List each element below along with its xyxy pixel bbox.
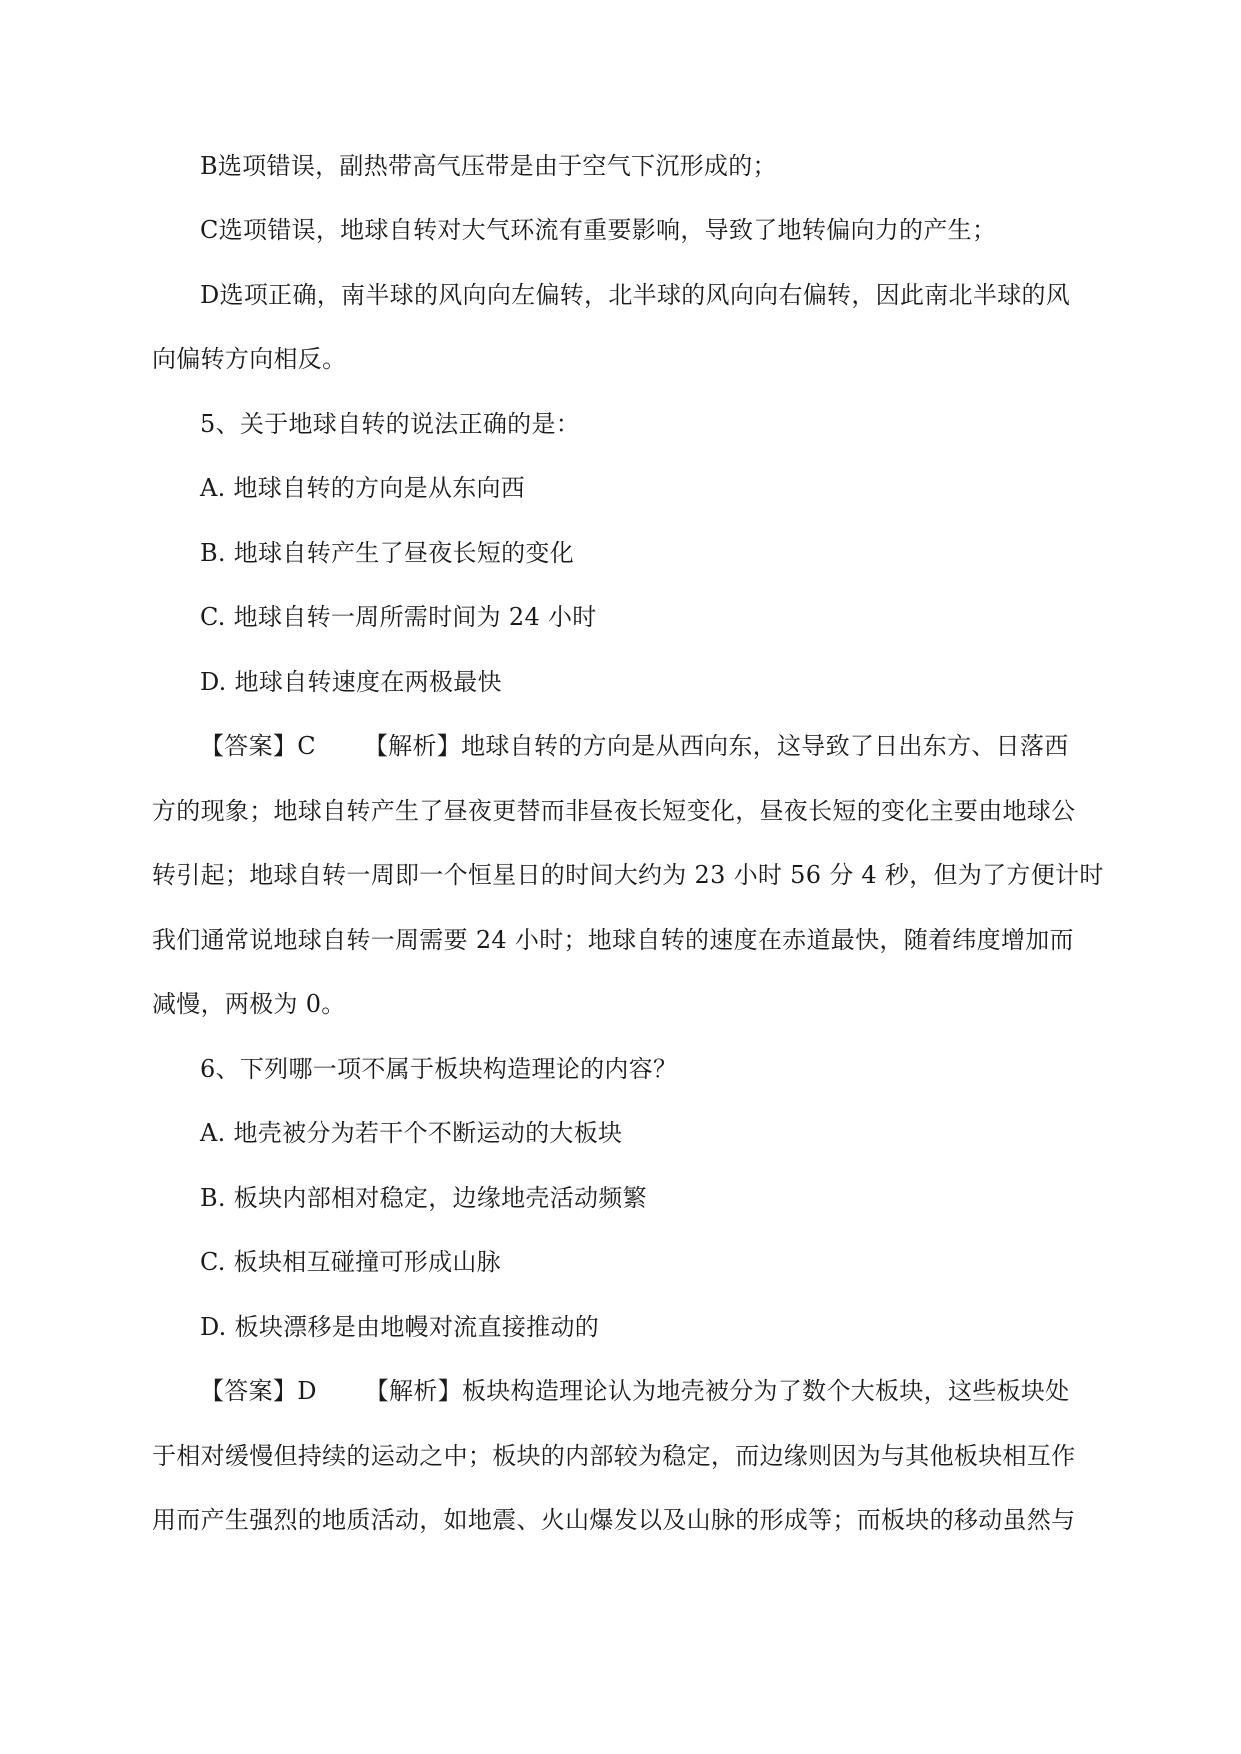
explanation-line: 向偏转方向相反。 bbox=[152, 345, 347, 373]
explanation-line: B选项错误，副热带高气压带是由于空气下沉形成的； bbox=[200, 152, 777, 180]
question-6-option-a: A. 地壳被分为若干个不断运动的大板块 bbox=[200, 1119, 623, 1147]
question-6-stem: 6、下列哪一项不属于板块构造理论的内容？ bbox=[200, 1055, 678, 1083]
question-5-option-d: D. 地球自转速度在两极最快 bbox=[200, 668, 502, 696]
question-5-analysis-line: 减慢，两极为 0。 bbox=[152, 990, 346, 1018]
question-6-option-d: D. 板块漂移是由地幔对流直接推动的 bbox=[200, 1313, 600, 1341]
question-6-analysis-line: 用而产生强烈的地质活动，如地震、火山爆发以及山脉的形成等；而板块的移动虽然与 bbox=[152, 1506, 1076, 1534]
question-5-answer-line bbox=[200, 730, 1092, 762]
question-6-option-b: B. 板块内部相对稳定，边缘地壳活动频繁 bbox=[200, 1184, 647, 1212]
question-5-answer: 【答案】C bbox=[200, 732, 316, 760]
question-6-answer-line bbox=[200, 1375, 1092, 1407]
question-6-analysis-line: 于相对缓慢但持续的运动之中；板块的内部较为稳定，而边缘则因为与其他板块相互作 bbox=[152, 1442, 1076, 1470]
question-6-analysis-start: 【解析】板块构造理论认为地壳被分为了数个大板块，这些板块处 bbox=[364, 1377, 1070, 1405]
question-5-analysis-line: 我们通常说地球自转一周需要 24 小时；地球自转的速度在赤道最快，随着纬度增加而 bbox=[152, 926, 1074, 954]
question-5-option-a: A. 地球自转的方向是从东向西 bbox=[200, 474, 526, 502]
explanation-line: D选项正确，南半球的风向向左偏转，北半球的风向向右偏转，因此南北半球的风 bbox=[200, 281, 1071, 309]
question-5-analysis-line: 方的现象；地球自转产生了昼夜更替而非昼夜长短变化，昼夜长短的变化主要由地球公 bbox=[152, 797, 1076, 825]
question-5-stem: 5、关于地球自转的说法正确的是： bbox=[200, 410, 581, 438]
question-5-analysis-line: 转引起；地球自转一周即一个恒星日的时间大约为 23 小时 56 分 4 秒，但为了方便计时 bbox=[152, 861, 1104, 889]
question-5-option-b: B. 地球自转产生了昼夜长短的变化 bbox=[200, 539, 574, 567]
explanation-line: C选项错误，地球自转对大气环流有重要影响，导致了地转偏向力的产生； bbox=[200, 216, 997, 244]
question-5-analysis-start: 【解析】地球自转的方向是从西向东，这导致了日出东方、日落西 bbox=[363, 732, 1069, 760]
question-6-option-c: C. 板块相互碰撞可形成山脉 bbox=[200, 1248, 501, 1276]
question-6-answer: 【答案】D bbox=[200, 1377, 317, 1405]
question-5-option-c: C. 地球自转一周所需时间为 24 小时 bbox=[200, 603, 597, 631]
